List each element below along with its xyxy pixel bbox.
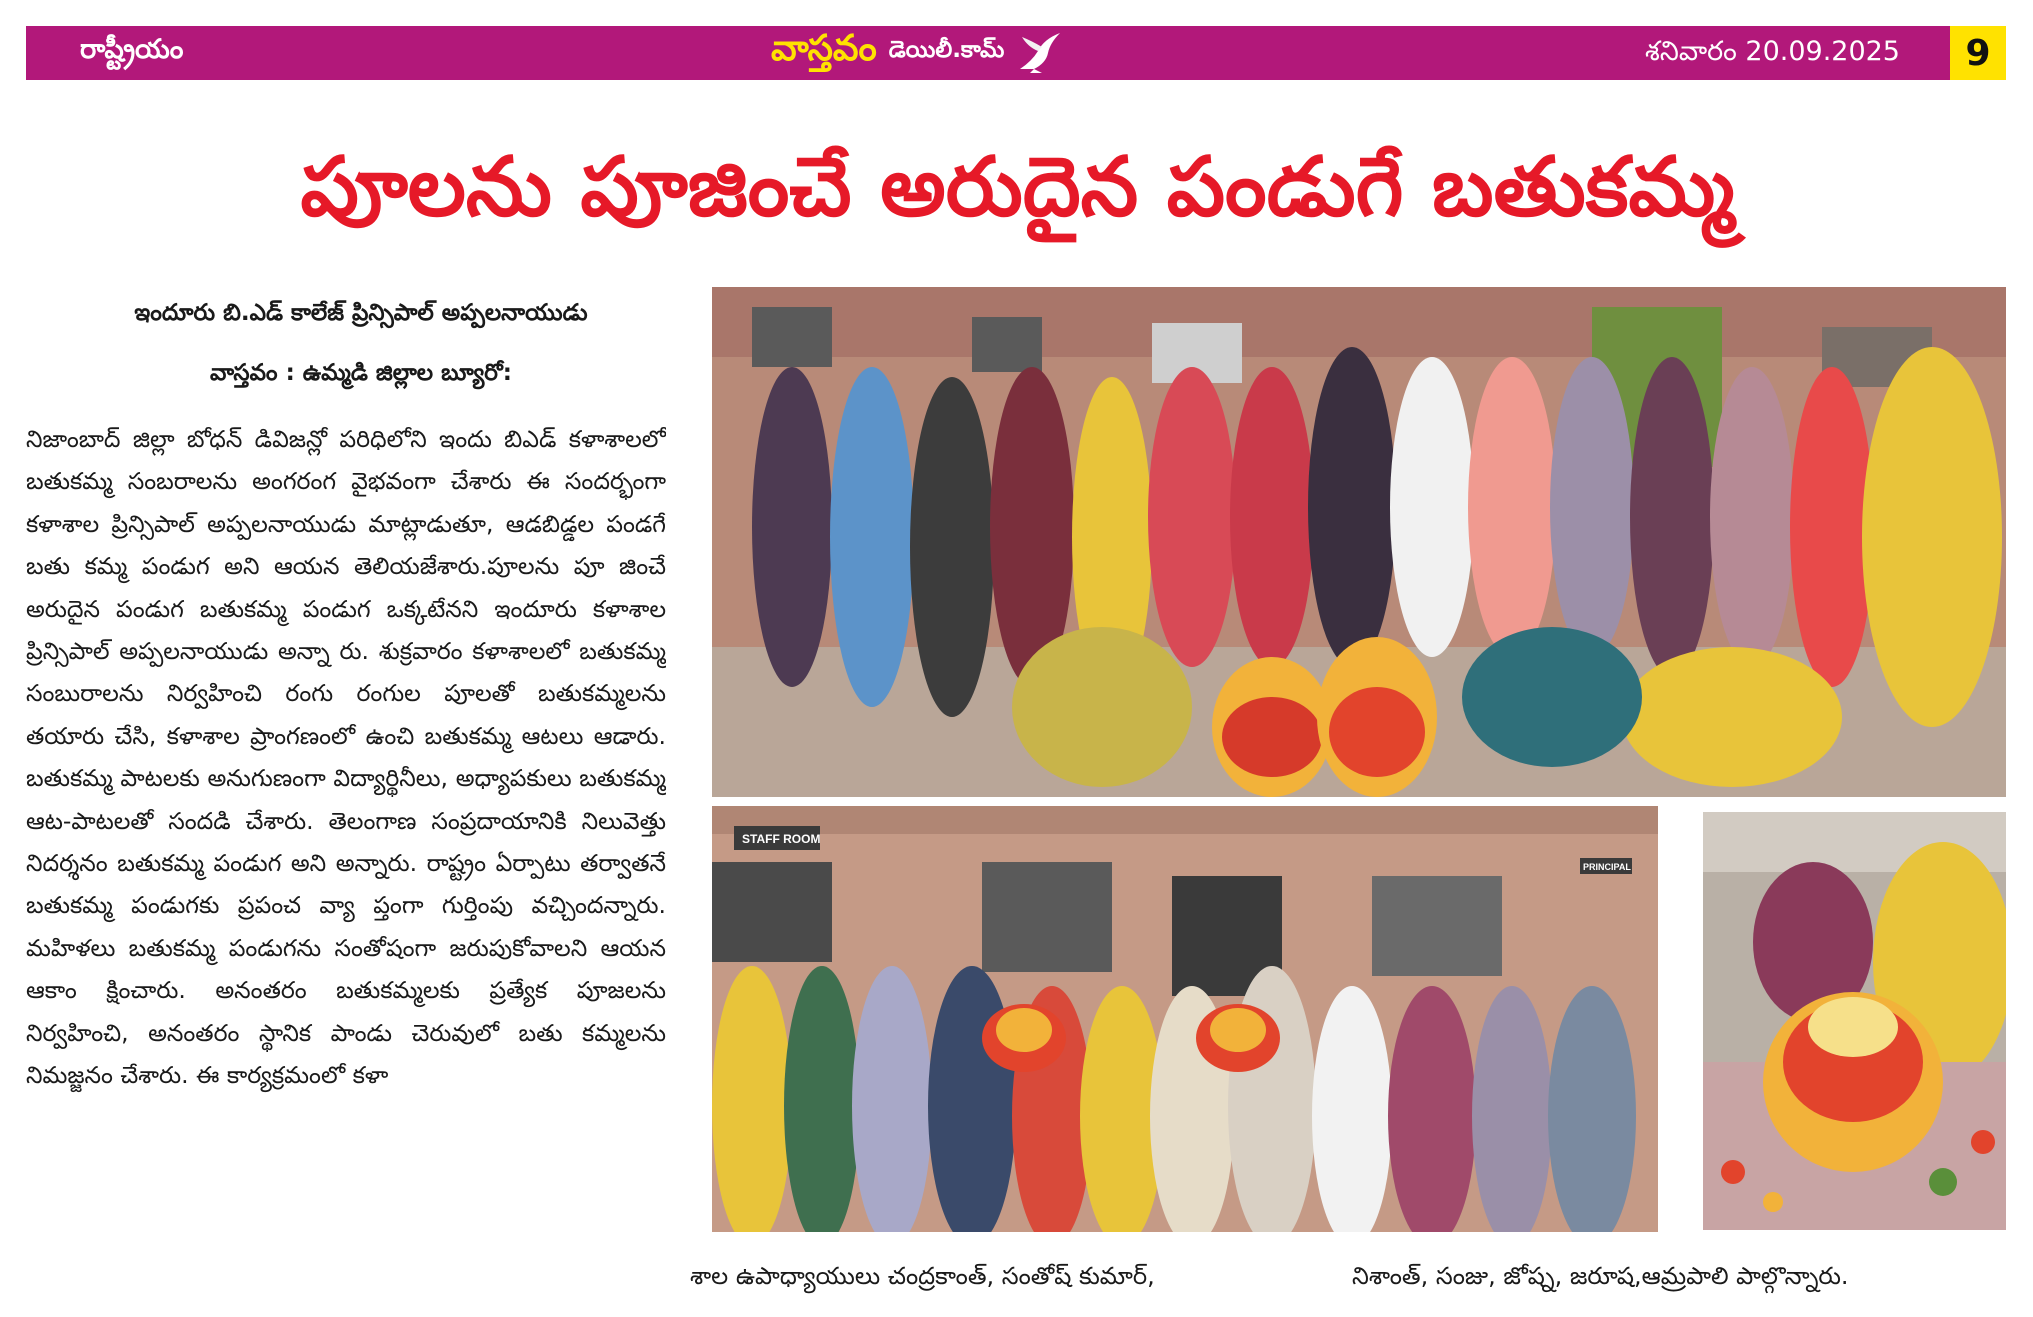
section-label: రాష్ట్రీయం — [80, 34, 184, 65]
photo-staff-students — [712, 806, 1658, 1232]
photo-1-graphic — [712, 287, 2006, 797]
photo-students-bathukamma — [712, 287, 2006, 797]
byline: ఇందూరు బి.ఎడ్ కాలేజ్ ప్రిన్సిపాల్ అప్పలనాయుడు — [134, 300, 588, 326]
caption-part-2: నిశాంత్, సంజు, జోష్న, జరూష,ఆమ్రపాలి పాల్గొన్నారు. — [1352, 1262, 1849, 1290]
masthead-name: వాస్తవం — [771, 28, 877, 69]
caption-part-1: శాల ఉపాధ్యాయులు చంద్రకాంత్, సంతోష్ కుమార్, — [690, 1262, 1155, 1290]
sign-principal: PRINCIPAL — [1583, 862, 1631, 872]
article-body: నిజాంబాద్ జిల్లా బోధన్ డివిజన్లో పరిధిలోని ఇందు బిఎడ్ కళాశాలలో బతుకమ్మ సంబరాలను అంగరంగ వైభవంగా చేశారు ఈ సందర్భంగా కళాశాల ప్రిన్సిపాల్ అప్పలనాయుడు మాట్లాడుతూ, ఆడబిడ్డల పండగే బతు కమ్మ పండుగ అని ఆయన తెలియజేశారు.పూలను పూ జించే అరుదైన పండుగ బతుకమ్మ పండుగ ఒక్కటేనని ఇందూరు కళాశాల ప్రిన్సిపాల్ అప్పలనాయుడు అన్నా రు. శుక్రవారం కళాశాలలో బతుకమ్మ సంబురాలను నిర్వహించి రంగు రంగుల పూలతో బతుకమ్మలను తయారు చేసి, కళాశాల ప్రాంగణంలో ఉంచి బతుకమ్మ ఆటలు ఆడారు. బతుకమ్మ పాటలకు అనుగుణంగా విద్యార్థినీలు, అధ్యాపకులు బతుకమ్మ ఆట-పాటలతో సందడి చేశారు. తెలంగాణ సంప్రదాయానికి నిలువెత్తు నిదర్శనం బతుకమ్మ పండుగ అని అన్నారు. రాష్ట్రం ఏర్పాటు తర్వాతనే బతుకమ్మ పండుగకు ప్రపంచ వ్యా ప్తంగా గుర్తింపు వచ్చిందన్నారు. మహిళలు బతుకమ్మ పండుగను సంతోషంగా జరుపుకోవాలని ఆయన ఆకాం క్షించారు. అనంతరం బతుకమ్మలకు ప్రత్యేక పూజలను నిర్వహించి, అనంతరం స్థానిక పాండు చెరువులో బతు కమ్మలను నిమజ్జనం చేశారు. ఈ కార్యక్రమంలో కళా — [26, 425, 666, 1090]
sign-staff-room: STAFF ROOM — [742, 832, 821, 846]
header-bar — [26, 26, 2006, 80]
headline: పూలను పూజించే అరుదైన పండుగే బతుకమ్మ — [300, 140, 1735, 235]
issue-date: శనివారం 20.09.2025 — [1645, 36, 1900, 67]
masthead-subtitle: డెయిలీ.కామ్ — [888, 37, 1005, 63]
masthead[interactable] — [771, 30, 1066, 76]
photo-arranging-flowers — [1703, 812, 2006, 1230]
page-number: 9 — [1950, 26, 2006, 80]
bird-logo-icon — [1016, 31, 1066, 75]
photo-2-graphic — [712, 806, 1658, 1232]
bureau-dateline: వాస్తవం : ఉమ్మడి జిల్లాల బ్యూరో: — [210, 360, 512, 386]
photo-3-graphic — [1703, 812, 2006, 1230]
